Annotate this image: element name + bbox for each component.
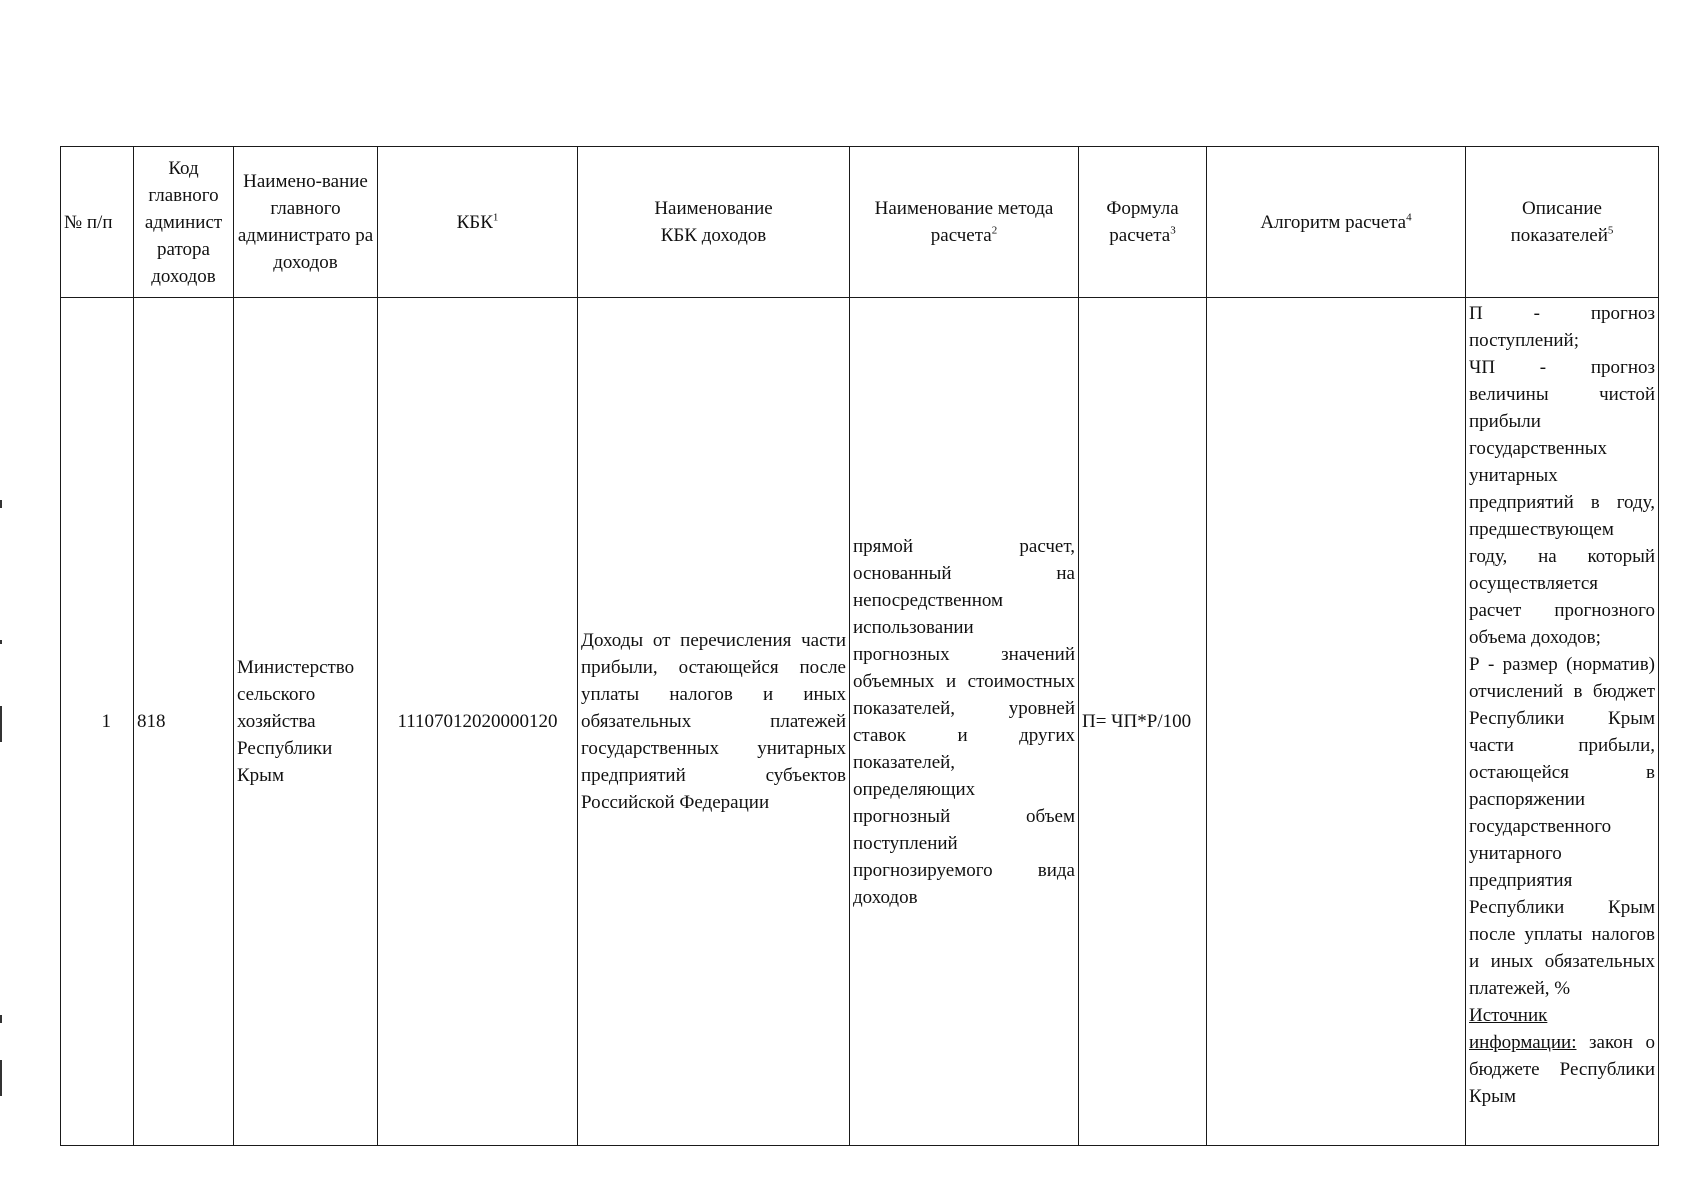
- margin-mark: [0, 706, 2, 742]
- margin-mark: [0, 1060, 2, 1096]
- description-r: Р - размер (норматив) отчислений в бюджет Республики Крым части прибыли, остающейся в распоряжении государственного унитарного предприятия Республики Крым после уплаты налогов и иных обязательных платежей, %: [1469, 654, 1655, 999]
- header-kbk: КБК$^1$: [378, 147, 578, 298]
- header-algorithm: Алгоритм расчета$^4$: [1207, 147, 1466, 298]
- header-kbk-name: Наименование КБК доходов: [578, 147, 850, 298]
- cell-admin-code: 818: [134, 298, 234, 1146]
- margin-mark: [0, 640, 2, 644]
- header-formula: Формула расчета$^3$: [1079, 147, 1207, 298]
- cell-formula: П= ЧП*Р/100: [1079, 298, 1207, 1146]
- cell-method-name: прямой расчет, основанный на непосредственном использовании прогнозных значений объемных и стоимостных показателей, уровней ставок и других показателей, определяющих прогнозный объем поступлений прогнозируемого вида доходов: [850, 298, 1079, 1146]
- footnote-marker: 4: [1406, 211, 1412, 224]
- table-row: [61, 298, 1659, 1146]
- income-forecast-table: [60, 146, 1659, 1146]
- table-header-row: [61, 147, 1659, 298]
- cell-kbk-name: Доходы от перечисления части прибыли, остающейся после уплаты налогов и иных обязательных платежей государственных унитарных предприятий субъектов Российской Федерации: [578, 298, 850, 1146]
- header-num: № п/п: [61, 147, 134, 298]
- margin-mark: [0, 500, 2, 508]
- cell-num: 1: [61, 298, 134, 1146]
- description-source-label: Источник информации:: [1469, 1005, 1577, 1053]
- footnote-marker: 3: [1170, 224, 1176, 237]
- footnote-marker: 2: [991, 224, 998, 237]
- header-admin-name: Наимено-вание главного администрато ра доходов: [234, 147, 378, 298]
- cell-kbk: 11107012020000120: [378, 298, 578, 1146]
- cell-algorithm: [1207, 298, 1466, 1146]
- cell-admin-name: Министерство сельского хозяйства Республики Крым: [234, 298, 378, 1146]
- footnote-marker: 5: [1607, 224, 1614, 237]
- description-p: П - прогноз поступлений;: [1469, 303, 1655, 351]
- header-method-name: Наименование метода расчета$^2$: [850, 147, 1079, 298]
- description-source-text: закон о бюджете Республики Крым: [1469, 1032, 1655, 1107]
- footnote-marker: 1: [492, 211, 499, 224]
- description-chp: ЧП - прогноз величины чистой прибыли государственных унитарных предприятий в году, предшествующем году, на который осуществляется расчет прогнозного объема доходов;: [1469, 357, 1655, 648]
- header-description: Описание показателей$^5$: [1466, 147, 1659, 298]
- cell-description: [1466, 298, 1659, 1146]
- header-admin-code: Код главного админист ратора доходов: [134, 147, 234, 298]
- margin-mark: [0, 1015, 2, 1023]
